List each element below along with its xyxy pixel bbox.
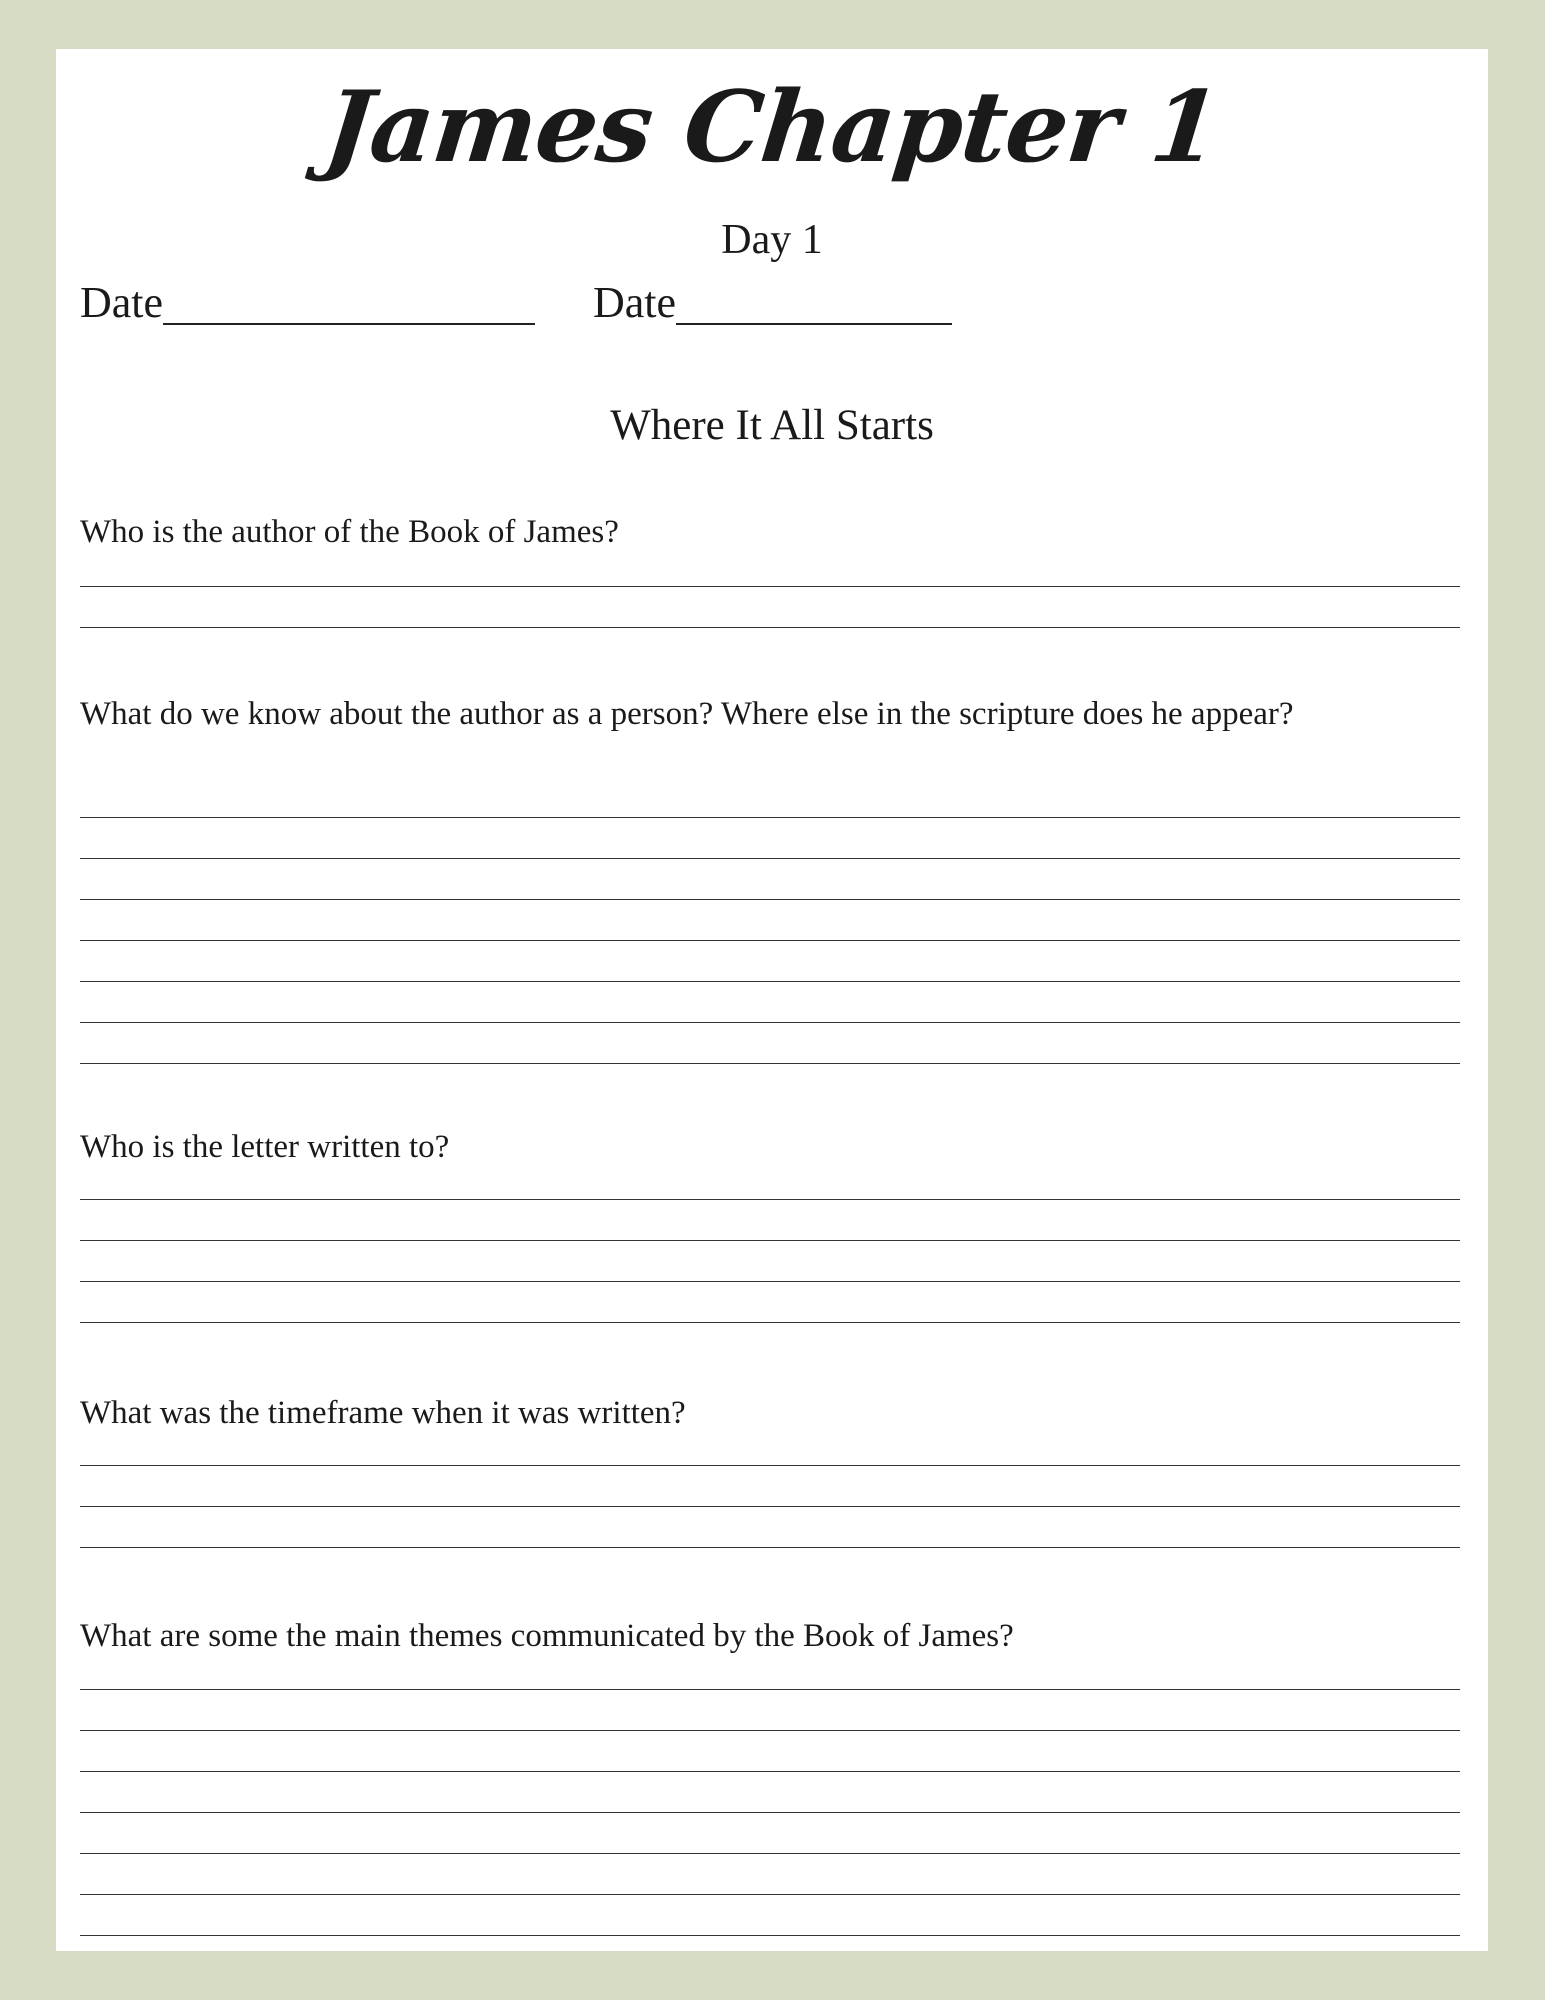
date-field-2[interactable] <box>593 278 952 327</box>
answer-line[interactable] <box>80 1322 1460 1323</box>
answer-lines-4[interactable] <box>80 1465 1460 1588</box>
date-line-2[interactable] <box>676 285 952 325</box>
answer-lines-3[interactable] <box>80 1199 1460 1363</box>
answer-line[interactable] <box>80 1894 1460 1895</box>
answer-line[interactable] <box>80 1063 1460 1064</box>
worksheet-page <box>56 49 1488 1951</box>
answer-line[interactable] <box>80 899 1460 900</box>
answer-line[interactable] <box>80 981 1460 982</box>
answer-line[interactable] <box>80 1730 1460 1731</box>
question-3: Who is the letter written to? <box>80 1129 450 1165</box>
answer-line[interactable] <box>80 1465 1460 1466</box>
answer-lines-1[interactable] <box>80 586 1460 668</box>
question-4: What was the timeframe when it was written? <box>80 1395 686 1431</box>
date-field-1[interactable] <box>80 278 535 327</box>
question-5: What are some the main themes communicated by the Book of James? <box>80 1618 1014 1654</box>
answer-line[interactable] <box>80 940 1460 941</box>
answer-line[interactable] <box>80 1547 1460 1548</box>
answer-line[interactable] <box>80 1812 1460 1813</box>
answer-line[interactable] <box>80 1935 1460 1936</box>
question-1: Who is the author of the Book of James? <box>80 514 619 550</box>
date-label-1: Date <box>80 278 164 327</box>
section-title: Where It All Starts <box>610 402 934 449</box>
answer-line[interactable] <box>80 1689 1460 1690</box>
answer-line[interactable] <box>80 1281 1460 1282</box>
answer-line[interactable] <box>80 627 1460 628</box>
answer-line[interactable] <box>80 1853 1460 1854</box>
answer-line[interactable] <box>80 1199 1460 1200</box>
answer-line[interactable] <box>80 858 1460 859</box>
answer-line[interactable] <box>80 817 1460 818</box>
date-line-1[interactable] <box>163 285 535 325</box>
answer-lines-2[interactable] <box>80 817 1460 1104</box>
answer-line[interactable] <box>80 1506 1460 1507</box>
page-title: James Chapter 1 <box>319 70 1225 185</box>
question-2: What do we know about the author as a person? Where else in the scripture does he appear? <box>80 696 1294 732</box>
answer-line[interactable] <box>80 1022 1460 1023</box>
date-label-2: Date <box>593 278 677 327</box>
day-label: Day 1 <box>721 217 823 263</box>
answer-line[interactable] <box>80 1771 1460 1772</box>
answer-line[interactable] <box>80 1240 1460 1241</box>
answer-lines-5[interactable] <box>80 1689 1460 1951</box>
answer-line[interactable] <box>80 586 1460 587</box>
